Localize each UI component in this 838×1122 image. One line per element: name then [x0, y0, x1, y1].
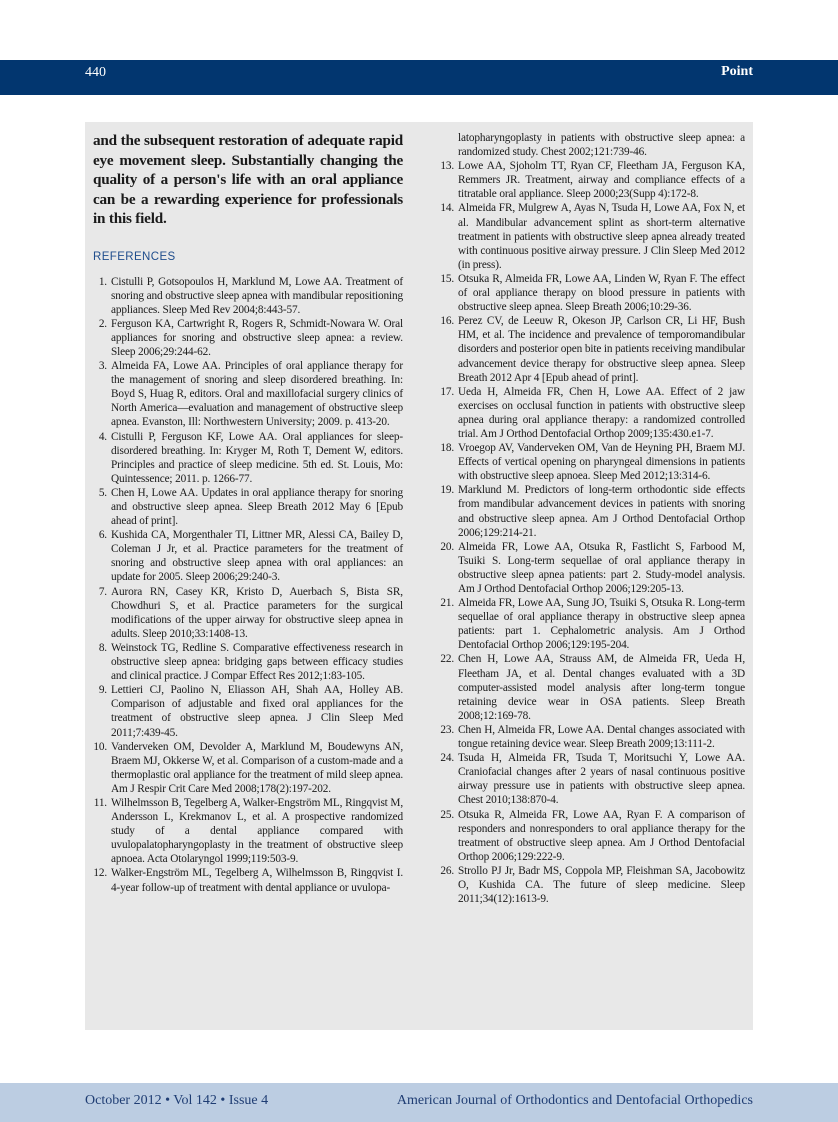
running-header [0, 60, 838, 95]
reference-number: 8. [98, 641, 107, 654]
reference-text: Almeida FA, Lowe AA. Principles of oral appliance therapy for the management of snoring and sleep disordered breathing. In: Boyd S, Huag R, editors. Oral and maxillofacial surgery clinics of North America—evaluation and management of obstructive sleep apnea. Evanston, Ill: Northwestern University; 2009. p. 413-20. [111, 360, 403, 429]
reference-item [93, 796, 403, 866]
reference-text: Wilhelmsson B, Tegelberg A, Walker-Engström ML, Ringqvist M, Andersson L, Krekmanov L, et al. A prospective randomized study of a dental appliance compared with uvulopalatopharyngoplasty in the treatment of obstructive sleep apnoea. Acta Otolaryngol 1999;119:503-9. [111, 796, 403, 866]
reference-number: 2. [98, 317, 107, 330]
reference-number: 26. [440, 864, 454, 877]
reference-item [440, 272, 745, 314]
reference-text: Walker-Engström ML, Tegelberg A, Wilhelmsson B, Ringqvist I. 4-year follow-up of treatment with dental appliance or uvulopa- [111, 867, 403, 894]
reference-text: Ferguson KA, Cartwright R, Rogers R, Schmidt-Nowara W. Oral appliances for snoring and obstructive sleep apnea: a review. Sleep 2006;29:244-62. [111, 317, 403, 358]
reference-item [93, 486, 403, 528]
reference-text: Perez CV, de Leeuw R, Okeson JP, Carlson CR, Li HF, Bush HM, et al. The incidence and prevalence of temporomandibular disorders and posterior open bite in patients receiving mandibular advancement device therapy for obstructive sleep apnea. Sleep Breath 2012 Apr 4 [Epub ahead of print]. [458, 315, 745, 384]
reference-number: 6. [98, 529, 107, 542]
reference-item [440, 751, 745, 807]
reference-text: Otsuka R, Almeida FR, Lowe AA, Ryan F. A comparison of responders and nonresponders to oral appliance therapy for the treatment of obstructive sleep apnea. Am J Orthod Dentofacial Orthop 2006;129:222-9. [458, 808, 745, 863]
reference-number: 19. [440, 484, 454, 497]
reference-item [93, 740, 403, 796]
reference-list-right [440, 159, 745, 906]
reference-continuation: latopharyngoplasty in patients with obstructive sleep apnea: a randomized study. Chest 2002;121:739-46. [458, 132, 745, 159]
reference-number: 5. [98, 486, 107, 499]
reference-number: 16. [440, 315, 454, 328]
reference-item [440, 441, 745, 483]
section-label: Point [721, 64, 753, 79]
reference-text: Strollo PJ Jr, Badr MS, Coppola MP, Fleishman SA, Jacobowitz O, Kushida CA. The future of sleep medicine. Sleep 2011;34(12):1613-9. [458, 864, 745, 906]
reference-number: 24. [440, 752, 454, 765]
reference-item [93, 683, 403, 739]
reference-item [440, 385, 745, 441]
reference-item [440, 723, 745, 751]
reference-number: 21. [440, 597, 454, 610]
reference-item [440, 314, 745, 384]
reference-text: Otsuka R, Almeida FR, Lowe AA, Linden W, Ryan F. The effect of oral appliance therapy on blood pressure in patients with obstructive sleep apnea. Sleep Breath 2006;10:29-36. [458, 272, 745, 314]
reference-number: 18. [440, 442, 454, 455]
reference-number: 7. [98, 585, 107, 598]
journal-title: American Journal of Orthodontics and Dentofacial Orthopedics [396, 1093, 753, 1108]
reference-text: Almeida FR, Lowe AA, Otsuka R, Fastlicht S, Farbood M, Tsuiki S. Long-term sequellae of oral appliance therapy in obstructive sleep apnea patients: part 2. Study-model analysis. Am J Orthod Dentofacial Orthop 2006;129:205-13. [458, 540, 745, 595]
issue-info: October 2012 • Vol 142 • Issue 4 [85, 1093, 269, 1108]
reference-number: 4. [98, 430, 107, 443]
reference-text: Cistulli P, Gotsopoulos H, Marklund M, Lowe AA. Treatment of snoring and obstructive sleep apnea with mandibular repositioning appliances. Sleep Med Rev 2004;8:443-57. [111, 275, 403, 316]
reference-item [93, 275, 403, 317]
reference-item [93, 641, 403, 683]
running-footer [0, 1083, 838, 1122]
reference-item [93, 585, 403, 641]
reference-text: Chen H, Lowe AA. Updates in oral appliance therapy for snoring and obstructive sleep apnea. Sleep Breath 2012 May 6 [Epub ahead of print]. [111, 486, 403, 528]
reference-number: 15. [440, 272, 454, 285]
reference-number: 23. [440, 723, 454, 736]
reference-item [93, 528, 403, 584]
left-column [93, 131, 403, 895]
reference-item [440, 808, 745, 864]
reference-text: Lettieri CJ, Paolino N, Eliasson AH, Shah AA, Holley AB. Comparison of adjustable and fixed oral appliances for the treatment of obstructive sleep apnea. J Clin Sleep Med 2011;7:439-45. [111, 684, 403, 739]
reference-item [440, 864, 745, 906]
reference-number: 20. [440, 540, 454, 553]
reference-item [440, 540, 745, 596]
right-column [440, 131, 745, 906]
reference-text: Almeida FR, Mulgrew A, Ayas N, Tsuda H, Lowe AA, Fox N, et al. Mandibular advancement splint as short-term alternative treatment in patients with obstructive sleep apnea already treated with continuous positive airway pressure. J Clin Sleep Med 2012 (in press). [458, 202, 745, 271]
reference-text: Vanderveken OM, Devolder A, Marklund M, Boudewyns AN, Braem MJ, Okkerse W, et al. Comparison of a custom-made and a thermoplastic oral appliance for the treatment of mild sleep apnea. Am J Respir Crit Care Med 2008;178(2):197-202. [111, 740, 403, 795]
reference-text: Weinstock TG, Redline S. Comparative effectiveness research in obstructive sleep apnea: bridging gaps between efficacy studies and clinical practice. J Compar Effect Res 2012;1:83-105. [111, 641, 403, 683]
reference-number: 25. [440, 808, 454, 821]
reference-number: 17. [440, 385, 454, 398]
reference-number: 12. [93, 867, 107, 880]
reference-item [93, 430, 403, 486]
reference-item [93, 317, 403, 359]
reference-text: Cistulli P, Ferguson KF, Lowe AA. Oral appliances for sleep-disordered breathing. In: Kryger M, Roth T, Dement W, editors. Principles and practice of sleep medicine. 5th ed. St. Louis, Mo: Quintessence; 2011. p. 1266-77. [111, 430, 403, 485]
reference-number: 9. [98, 684, 107, 697]
reference-text: Lowe AA, Sjoholm TT, Ryan CF, Fleetham JA, Ferguson KA, Remmers JR. Treatment, airway and compliance effects of a titratable oral appliance. Sleep 2000;23(Supp 4):172-8. [458, 160, 745, 201]
reference-item [93, 866, 403, 894]
reference-text: Chen H, Lowe AA, Strauss AM, de Almeida FR, Ueda H, Fleetham JA, et al. Dental changes evaluated with a 3D computer-assisted model analysis after long-term tongue retaining device wear in OSA patients. Sleep Breath 2008;12:169-78. [458, 653, 745, 722]
reference-item [93, 359, 403, 429]
reference-number: 13. [440, 160, 454, 173]
reference-text: Vroegop AV, Vanderveken OM, Van de Heyning PH, Braem MJ. Effects of vertical opening on pharyngeal dimensions in patients with obstructive sleep apnoea. Sleep Med 2012;13:314-6. [458, 442, 745, 483]
page-number: 440 [85, 65, 106, 80]
reference-number: 1. [98, 275, 107, 288]
references-heading: REFERENCES [93, 250, 176, 263]
reference-item [440, 596, 745, 652]
reference-item [440, 652, 745, 722]
reference-number: 11. [93, 796, 107, 809]
intro-paragraph: and the subsequent restoration of adequate rapid eye movement sleep. Substantially changing the quality of a person's life with an oral appliance can be a rewarding experience for professionals in this field. [93, 132, 403, 227]
reference-text: Marklund M. Predictors of long-term orthodontic side effects from mandibular advancement devices in patients with snoring and obstructive sleep apnea. Am J Orthod Dentofacial Orthop 2006;129:214-21. [458, 484, 745, 539]
reference-text: Tsuda H, Almeida FR, Tsuda T, Moritsuchi Y, Lowe AA. Craniofacial changes after 2 years of nasal continuous positive airway pressure use in patients with obstructive sleep apnea. Chest 2010;138:870-4. [458, 752, 745, 807]
reference-text: Aurora RN, Casey KR, Kristo D, Auerbach S, Bista SR, Chowdhuri S, et al. Practice parameters for the surgical modifications of the upper airway for obstructive sleep apnea in adults. Sleep 2010;33:1408-13. [111, 585, 403, 640]
reference-item [440, 159, 745, 201]
reference-text: Ueda H, Almeida FR, Chen H, Lowe AA. Effect of 2 jaw exercises on occlusal function in patients with obstructive sleep apnea during oral appliance therapy: a randomized controlled trial. Am J Orthod Dentofacial Orthop 2009;135:430.e1-7. [458, 385, 745, 440]
reference-item [440, 201, 745, 271]
reference-text: Chen H, Almeida FR, Lowe AA. Dental changes associated with tongue retaining device wear. Sleep Breath 2009;13:111-2. [458, 723, 745, 751]
content-panel [85, 122, 753, 1030]
reference-number: 3. [98, 360, 107, 373]
reference-number: 14. [440, 202, 454, 215]
reference-number: 10. [93, 740, 107, 753]
reference-list-left [93, 275, 403, 895]
reference-text: Almeida FR, Lowe AA, Sung JO, Tsuiki S, Otsuka R. Long-term sequellae of oral appliance therapy in obstructive sleep apnea patients: part 1. Cephalometric analysis. Am J Orthod Dentofacial Orthop 2006;129:195-204. [458, 597, 745, 652]
reference-text: Kushida CA, Morgenthaler TI, Littner MR, Alessi CA, Bailey D, Coleman J Jr, et al. Practice parameters for the treatment of snoring and obstructive sleep apnea with oral appliances: an update for 2005. Sleep 2006;29:240-3. [111, 529, 403, 584]
reference-number: 22. [440, 653, 454, 666]
reference-item [440, 483, 745, 539]
